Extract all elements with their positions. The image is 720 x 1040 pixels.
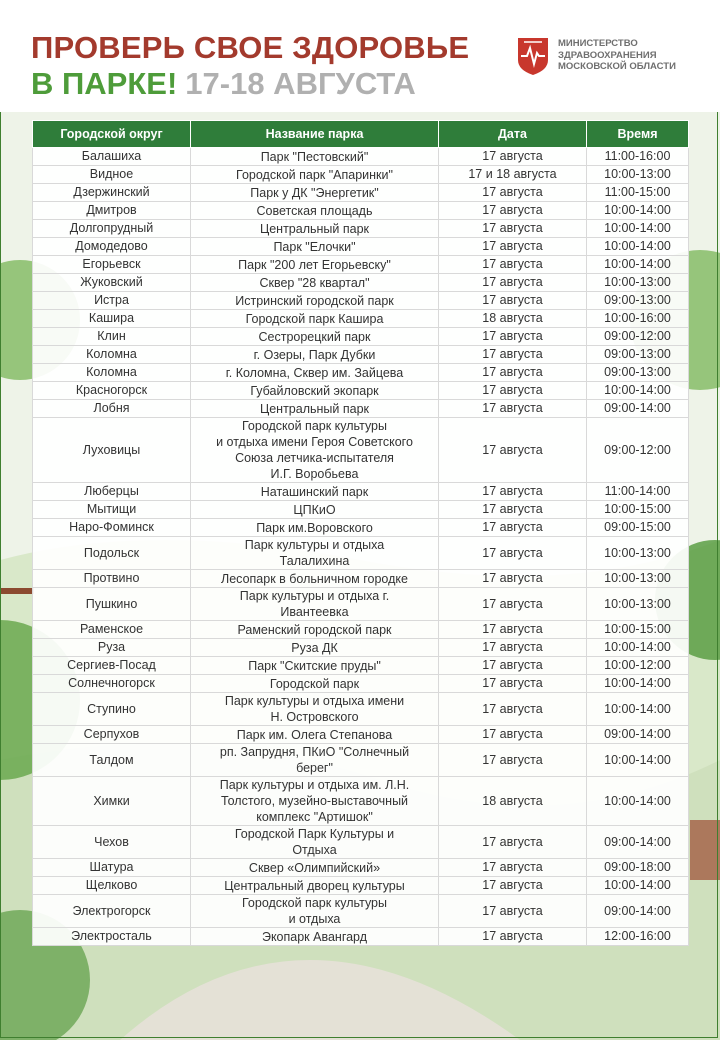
table-row [33,274,689,292]
district-cell: Подольск [33,537,191,570]
table-row [33,726,689,744]
table-row [33,346,689,364]
time-cell: 10:00-14:00 [587,256,689,274]
park-name-cell: Наташинский парк [191,483,439,501]
date-cell: 17 августа [439,928,587,946]
district-cell: Раменское [33,621,191,639]
date-cell: 17 августа [439,675,587,693]
district-cell: Электрогорск [33,895,191,928]
date-cell: 17 августа [439,418,587,483]
time-cell: 10:00-13:00 [587,588,689,621]
date-cell: 17 августа [439,639,587,657]
park-name-cell: ЦПКиО [191,501,439,519]
district-cell: Лобня [33,400,191,418]
date-cell: 18 августа [439,777,587,826]
date-cell: 17 августа [439,657,587,675]
time-cell: 10:00-14:00 [587,639,689,657]
date-cell: 17 августа [439,895,587,928]
date-cell: 17 августа [439,328,587,346]
table-row [33,382,689,400]
table-row [33,744,689,777]
date-cell: 17 августа [439,726,587,744]
district-cell: Кашира [33,310,191,328]
time-cell: 09:00-12:00 [587,418,689,483]
park-name-cell: Губайловский экопарк [191,382,439,400]
park-name-cell: Городской парк "Апаринки" [191,166,439,184]
time-cell: 10:00-16:00 [587,310,689,328]
park-name-cell: Лесопарк в больничном городке [191,570,439,588]
district-cell: Истра [33,292,191,310]
table-row [33,777,689,826]
park-name-cell: Советская площадь [191,202,439,220]
table-row [33,928,689,946]
time-cell: 10:00-12:00 [587,657,689,675]
date-cell: 17 августа [439,382,587,400]
ministry-name-line-2: ЗДРАВООХРАНЕНИЯ [558,49,657,61]
table-row [33,418,689,483]
table-row [33,501,689,519]
table-row [33,364,689,382]
date-cell: 17 августа [439,537,587,570]
park-name-cell: Парк "Елочки" [191,238,439,256]
park-name-cell: г. Коломна, Сквер им. Зайцева [191,364,439,382]
date-cell: 17 августа [439,621,587,639]
park-name-cell: Парк им.Воровского [191,519,439,537]
table-row [33,238,689,256]
date-cell: 17 августа [439,570,587,588]
table-row [33,310,689,328]
district-cell: Сергиев-Посад [33,657,191,675]
park-name-cell: Парк культуры и отдыха Талалихина [191,537,439,570]
district-cell: Ступино [33,693,191,726]
district-cell: Серпухов [33,726,191,744]
time-cell: 12:00-16:00 [587,928,689,946]
column-header-time: Время [587,121,689,148]
time-cell: 09:00-13:00 [587,292,689,310]
park-name-cell: Центральный парк [191,220,439,238]
table-row [33,877,689,895]
park-name-cell: Парк "Пестовский" [191,148,439,166]
time-cell: 10:00-14:00 [587,238,689,256]
table-row [33,639,689,657]
park-name-cell: Парк культуры и отдыха г. Ивантеевка [191,588,439,621]
poster-header [0,0,720,112]
park-name-cell: Городской парк [191,675,439,693]
park-name-cell: Центральный парк [191,400,439,418]
park-name-cell: Руза ДК [191,639,439,657]
time-cell: 09:00-14:00 [587,895,689,928]
table-row [33,621,689,639]
ministry-name [558,38,708,73]
date-cell: 17 августа [439,364,587,382]
table-row [33,826,689,859]
time-cell: 10:00-14:00 [587,777,689,826]
moscow-region-emblem-icon [516,36,550,76]
date-cell: 17 августа [439,744,587,777]
time-cell: 10:00-13:00 [587,166,689,184]
time-cell: 10:00-15:00 [587,621,689,639]
time-cell: 10:00-14:00 [587,693,689,726]
park-name-cell: Парк "200 лет Егорьевску" [191,256,439,274]
column-header-date: Дата [439,121,587,148]
time-cell: 10:00-13:00 [587,537,689,570]
table-header-row [33,121,689,148]
park-name-cell: Парк им. Олега Степанова [191,726,439,744]
table-row [33,570,689,588]
park-name-cell: Раменский городской парк [191,621,439,639]
district-cell: Наро-Фоминск [33,519,191,537]
table-row [33,256,689,274]
district-cell: Люберцы [33,483,191,501]
park-name-cell: г. Озеры, Парк Дубки [191,346,439,364]
time-cell: 11:00-15:00 [587,184,689,202]
park-name-cell: Сквер «Олимпийский» [191,859,439,877]
time-cell: 09:00-12:00 [587,328,689,346]
park-name-cell: Парк у ДК "Энергетик" [191,184,439,202]
district-cell: Балашиха [33,148,191,166]
table-row [33,400,689,418]
district-cell: Пушкино [33,588,191,621]
park-name-cell: Сестрорецкий парк [191,328,439,346]
date-cell: 17 августа [439,400,587,418]
district-cell: Щелково [33,877,191,895]
date-cell: 17 августа [439,501,587,519]
park-name-cell: Сквер "28 квартал" [191,274,439,292]
date-cell: 17 августа [439,519,587,537]
time-cell: 10:00-15:00 [587,501,689,519]
parks-schedule-table [32,120,689,946]
date-cell: 17 августа [439,859,587,877]
district-cell: Талдом [33,744,191,777]
park-name-cell: Городской парк культуры и отдыха [191,895,439,928]
district-cell: Жуковский [33,274,191,292]
date-cell: 17 августа [439,693,587,726]
park-name-cell: рп. Запрудня, ПКиО "Солнечный берег" [191,744,439,777]
date-cell: 17 августа [439,877,587,895]
table-row [33,202,689,220]
time-cell: 09:00-14:00 [587,400,689,418]
date-cell: 17 августа [439,202,587,220]
district-cell: Домодедово [33,238,191,256]
district-cell: Красногорск [33,382,191,400]
district-cell: Руза [33,639,191,657]
date-cell: 17 августа [439,346,587,364]
date-cell: 17 августа [439,256,587,274]
column-header-district: Городской округ [33,121,191,148]
district-cell: Коломна [33,364,191,382]
park-name-cell: Парк культуры и отдыха им. Л.Н. Толстого, музейно-выставочный комплекс "Артишок" [191,777,439,826]
date-cell: 17 августа [439,238,587,256]
title-in-park: В ПАРКЕ! [31,66,178,101]
time-cell: 10:00-14:00 [587,744,689,777]
date-cell: 17 августа [439,220,587,238]
table-row [33,519,689,537]
district-cell: Долгопрудный [33,220,191,238]
table-row [33,675,689,693]
district-cell: Химки [33,777,191,826]
date-cell: 17 августа [439,184,587,202]
district-cell: Видное [33,166,191,184]
time-cell: 09:00-14:00 [587,826,689,859]
park-name-cell: Парк культуры и отдыха имени Н. Островского [191,693,439,726]
ministry-logo [516,36,696,80]
date-cell: 17 августа [439,148,587,166]
park-name-cell: Экопарк Авангард [191,928,439,946]
date-cell: 17 августа [439,826,587,859]
date-cell: 18 августа [439,310,587,328]
table-row [33,184,689,202]
time-cell: 10:00-13:00 [587,570,689,588]
park-name-cell: Истринский городской парк [191,292,439,310]
table-body [33,148,689,946]
district-cell: Электросталь [33,928,191,946]
park-name-cell: Парк "Скитские пруды" [191,657,439,675]
time-cell: 10:00-14:00 [587,220,689,238]
district-cell: Дзержинский [33,184,191,202]
district-cell: Мытищи [33,501,191,519]
table-row [33,328,689,346]
time-cell: 10:00-14:00 [587,675,689,693]
time-cell: 09:00-13:00 [587,364,689,382]
column-header-park-name: Название парка [191,121,439,148]
table-row [33,657,689,675]
time-cell: 09:00-18:00 [587,859,689,877]
date-cell: 17 августа [439,274,587,292]
park-name-cell: Городской парк Кашира [191,310,439,328]
park-name-cell: Городской Парк Культуры и Отдыха [191,826,439,859]
table-row [33,859,689,877]
table-row [33,537,689,570]
district-cell: Солнечногорск [33,675,191,693]
table-row [33,588,689,621]
park-name-cell: Городской парк культуры и отдыха имени Героя Советского Союза летчика-испытателя И.Г. Воробьева [191,418,439,483]
table-row [33,483,689,501]
date-cell: 17 и 18 августа [439,166,587,184]
district-cell: Дмитров [33,202,191,220]
table-row [33,166,689,184]
table-row [33,693,689,726]
district-cell: Луховицы [33,418,191,483]
time-cell: 10:00-14:00 [587,877,689,895]
park-name-cell: Центральный дворец культуры [191,877,439,895]
ministry-name-line-3: МОСКОВСКОЙ ОБЛАСТИ [558,61,676,72]
time-cell: 09:00-15:00 [587,519,689,537]
time-cell: 10:00-14:00 [587,202,689,220]
ministry-name-line-1: МИНИСТЕРСТВО [558,38,638,49]
time-cell: 11:00-16:00 [587,148,689,166]
table-row [33,895,689,928]
time-cell: 09:00-13:00 [587,346,689,364]
time-cell: 10:00-14:00 [587,382,689,400]
district-cell: Егорьевск [33,256,191,274]
district-cell: Протвино [33,570,191,588]
title-line-1: ПРОВЕРЬ СВОЕ ЗДОРОВЬЕ [31,30,470,65]
district-cell: Чехов [33,826,191,859]
date-cell: 17 августа [439,588,587,621]
district-cell: Клин [33,328,191,346]
table-row [33,292,689,310]
time-cell: 10:00-13:00 [587,274,689,292]
table-row [33,148,689,166]
district-cell: Шатура [33,859,191,877]
date-cell: 17 августа [439,483,587,501]
table-row [33,220,689,238]
title-dates: 17-18 АВГУСТА [185,66,416,101]
date-cell: 17 августа [439,292,587,310]
title-line-2 [31,66,416,102]
time-cell: 11:00-14:00 [587,483,689,501]
time-cell: 09:00-14:00 [587,726,689,744]
district-cell: Коломна [33,346,191,364]
